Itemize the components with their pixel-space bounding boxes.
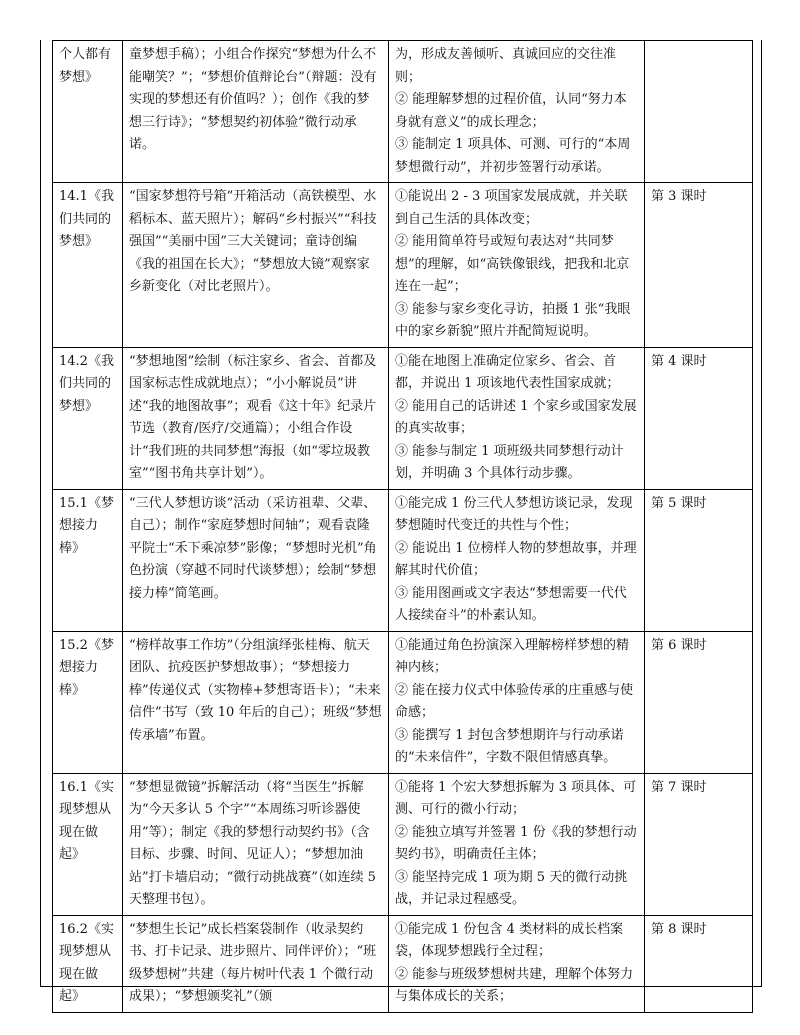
class-period-cell: 第 6 课时 <box>645 631 753 773</box>
goal-item: ② 能在接力仪式中体验传承的庄重感与使命感； <box>395 682 634 720</box>
goals-cell <box>389 489 645 631</box>
activities-cell: “梦想生长记”成长档案袋制作（收录契约书、打卡记录、进步照片、同伴评价）；“班级梦想树”共建（每片树叶代表 1 个微行动成果）；“梦想颁奖礼”（颁 <box>123 915 389 1012</box>
activities-cell: “国家梦想符号箱”开箱活动（高铁模型、水稻标本、蓝天照片）；解码“乡村振兴”“科技强国”“美丽中国”三大关键词；童诗创编《我的祖国在长大》；“梦想放大镜”观察家乡新变化（对比老照片）。 <box>123 183 389 348</box>
goal-item: ③ 能参与制定 1 项班级共同梦想行动计划，并明确 3 个具体行动步骤。 <box>395 443 624 481</box>
lesson-topic-cell: 15.1《梦想接力棒》 <box>53 489 123 631</box>
goals-cell <box>389 183 645 348</box>
goal-item: ①能说出 2 - 3 项国家发展成就，并关联到自己生活的具体改变； <box>395 189 628 227</box>
table-row <box>53 631 753 773</box>
table-row <box>53 915 753 1012</box>
goal-item: ③ 能撰写 1 封包含梦想期许与行动承诺的“未来信件”，字数不限但情感真挚。 <box>395 727 624 765</box>
goal-item: ③ 能用图画或文字表达“梦想需要一代代人接续奋斗”的朴素认知。 <box>395 585 627 623</box>
goal-item: ② 能用简单符号或短句表达对“共同梦想”的理解，如“高铁像银线，把我和北京连在一起”； <box>395 234 630 294</box>
class-period-cell: 第 3 课时 <box>645 183 753 348</box>
goal-item: ③ 能坚持完成 1 项为期 5 天的微行动挑战，并记录过程感受。 <box>395 869 628 907</box>
class-period-cell <box>645 41 753 183</box>
table-row <box>53 183 753 348</box>
goals-cell <box>389 773 645 915</box>
goals-cell <box>389 41 645 183</box>
goal-item: ③ 能制定 1 项具体、可测、可行的“本周梦想微行动”，并初步签署行动承诺。 <box>395 137 631 175</box>
activities-cell: “三代人梦想访谈”活动（采访祖辈、父辈、自己）；制作“家庭梦想时间轴”；观看袁隆平院士“禾下乘凉梦”影像；“梦想时光机”角色扮演（穿越不同时代谈梦想）；绘制“梦想接力棒”简笔画。 <box>123 489 389 631</box>
goal-item: ② 能参与班级梦想树共建，理解个体努力与集体成长的关系； <box>395 966 634 1004</box>
goal-item: ①能完成 1 份三代人梦想访谈记录，发现梦想随时代变迁的共性与个性； <box>395 495 633 533</box>
goals-cell <box>389 915 645 1012</box>
table-row <box>53 347 753 489</box>
goal-item: 为，形成友善倾听、真诚回应的交往准则； <box>395 47 617 85</box>
table-row <box>53 773 753 915</box>
goal-item: ② 能用自己的话讲述 1 个家乡或国家发展的真实故事； <box>395 398 637 436</box>
goal-item: ② 能理解梦想的过程价值，认同“努力本身就有意义”的成长理念； <box>395 92 627 130</box>
table-row <box>53 41 753 183</box>
activities-cell: “梦想地图”绘制（标注家乡、省会、首都及国家标志性成就地点）；“小小解说员”讲述“我的地图故事”；观看《这十年》纪录片节选（教育/医疗/交通篇）；小组合作设计“我们班的共同梦想”海报（如“零垃圾教室”“图书角共享计划”）。 <box>123 347 389 489</box>
lesson-topic-cell: 个人都有梦想》 <box>53 41 123 183</box>
goal-item: ①能通过角色扮演深入理解榜样梦想的精神内核； <box>395 637 630 675</box>
goal-item: ② 能独立填写并签署 1 份《我的梦想行动契约书》，明确责任主体； <box>395 824 637 862</box>
goal-item: ② 能说出 1 位榜样人物的梦想故事，并理解其时代价值； <box>395 540 637 578</box>
goal-item: ①能在地图上准确定位家乡、省会、首都，并说出 1 项该地代表性国家成就； <box>395 353 620 391</box>
activities-cell: “榜样故事工作坊”（分组演绎张桂梅、航天团队、抗疫医护梦想故事）；“梦想接力棒”传递仪式（实物棒+梦想寄语卡）；“未来信件”书写（致 10 年后的自己）；班级“梦想传承墙”布置。 <box>123 631 389 773</box>
table-row <box>53 489 753 631</box>
goals-cell <box>389 347 645 489</box>
class-period-cell: 第 8 课时 <box>645 915 753 1012</box>
table-body <box>53 41 753 1013</box>
lesson-topic-cell: 14.2《我们共同的梦想》 <box>53 347 123 489</box>
lesson-topic-cell: 16.1《实现梦想从现在做起》 <box>53 773 123 915</box>
class-period-cell: 第 7 课时 <box>645 773 753 915</box>
lesson-topic-cell: 15.2《梦想接力棒》 <box>53 631 123 773</box>
activities-cell: 童梦想手稿）；小组合作探究“梦想为什么不能嘲笑？”；“梦想价值辩论台”（辩题：没有实现的梦想还有价值吗？）；创作《我的梦想三行诗》；“梦想契约初体验”微行动承诺。 <box>123 41 389 183</box>
class-period-cell: 第 5 课时 <box>645 489 753 631</box>
class-period-cell: 第 4 课时 <box>645 347 753 489</box>
lesson-topic-cell: 16.2《实现梦想从现在做起》 <box>53 915 123 1012</box>
goal-item: ①能完成 1 份包含 4 类材料的成长档案袋，体现梦想践行全过程； <box>395 921 624 959</box>
activities-cell: “梦想显微镜”拆解活动（将“当医生”拆解为“今天多认 5 个字”“本周练习听诊器使用”等）；制定《我的梦想行动契约书》（含目标、步骤、时间、见证人）；“梦想加油站”打卡墙启动；“微行动挑战赛”（如连续 5 天整理书包）。 <box>123 773 389 915</box>
lesson-topic-cell: 14.1《我们共同的梦想》 <box>53 183 123 348</box>
goal-item: ①能将 1 个宏大梦想拆解为 3 项具体、可测、可行的微小行动； <box>395 779 637 817</box>
goal-item: ③ 能参与家乡变化寻访，拍摄 1 张“我眼中的家乡新貌”照片并配简短说明。 <box>395 301 631 339</box>
goals-cell <box>389 631 645 773</box>
lesson-plan-table <box>52 40 753 1013</box>
